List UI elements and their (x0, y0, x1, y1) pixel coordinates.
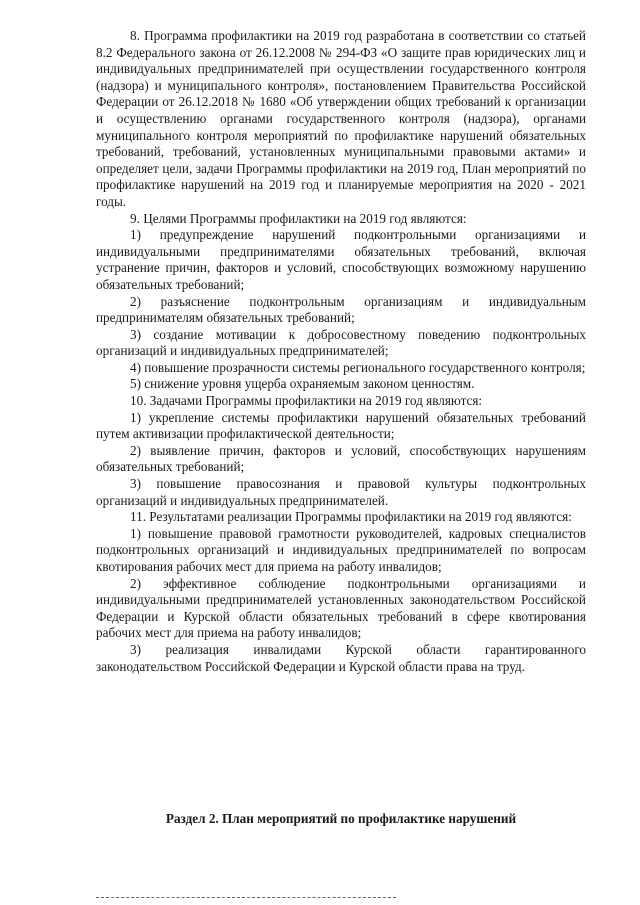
goal-item-3: 3) создание мотивации к добросовестному поведению подконтрольных организаций и индивидуальных предпринимателей; (96, 326, 586, 359)
goal-item-1: 1) предупреждение нарушений подконтрольными организациями и индивидуальными предпринимателями обязательных требований, включая устранение причин, факторов и условий, способствующих возможному нарушению обязательных требований; (96, 227, 586, 292)
result-item-2: 2) эффективное соблюдение подконтрольными организациями и индивидуальными предпринимателей установленных законодательством Российской Федерации и Курской области обязательных требований в сфере квотирования рабочих мест для приема на работу инвалидов; (96, 575, 586, 641)
paragraph-8: 8. Программа профилактики на 2019 год разработана в соответствии со статьей 8.2 Федерального закона от 26.12.2008 № 294-ФЗ «О защите прав юридических лиц и индивидуальных предпринимателей при осуществлении государственного контроля (надзора) и муниципального контроля», постановлением Правительства Российской Федерации от 26.12.2018 № 1680 «Об утверждении общих требований к организации и осуществлению органами государственного контроля (надзора), органами муниципального контроля мероприятий по профилактике нарушений обязательных требований, требований, установленных муниципальными правовыми актами» и определяет цели, задачи Программы профилактики на 2019 год, План мероприятий по профилактике нарушений на 2019 год и планируемые мероприятия на 2020 - 2021 годы. (96, 28, 586, 209)
task-item-2: 2) выявление причин, факторов и условий, способствующих нарушениям обязательных требований; (96, 442, 586, 475)
goal-item-4: 4) повышение прозрачности системы регионального государственного контроля; (130, 359, 586, 375)
result-item-3: 3) реализация инвалидами Курской области гарантированного законодательством Российской Федерации и Курской области права на труд. (96, 641, 586, 674)
paragraph-11-intro: 11. Результатами реализации Программы профилактики на 2019 год являются: (130, 509, 572, 525)
paragraph-10-intro: 10. Задачами Программы профилактики на 2019 год являются: (130, 393, 483, 409)
goal-item-2: 2) разъяснение подконтрольным организациям и индивидуальным предпринимателям обязательных требований; (96, 293, 586, 326)
footer-divider (96, 897, 396, 898)
task-item-1: 1) укрепление системы профилактики нарушений обязательных требований путем активизации профилактической деятельности; (96, 409, 586, 442)
result-item-1: 1) повышение правовой грамотности руководителей, кадровых специалистов подконтрольных организаций и индивидуальных предпринимателей по вопросам квотирования рабочих мест для приема на работу инвалидов; (96, 525, 586, 574)
task-item-3: 3) повышение правосознания и правовой культуры подконтрольных организаций и индивидуальных предпринимателей. (96, 476, 586, 508)
section-heading: Раздел 2. План мероприятий по профилактике нарушений (165, 811, 517, 826)
paragraph-9-intro: 9. Целями Программы профилактики на 2019 год являются: (130, 210, 467, 226)
goal-item-5: 5) снижение уровня ущерба охраняемым законом ценностям. (130, 376, 475, 392)
document-body (96, 28, 586, 675)
